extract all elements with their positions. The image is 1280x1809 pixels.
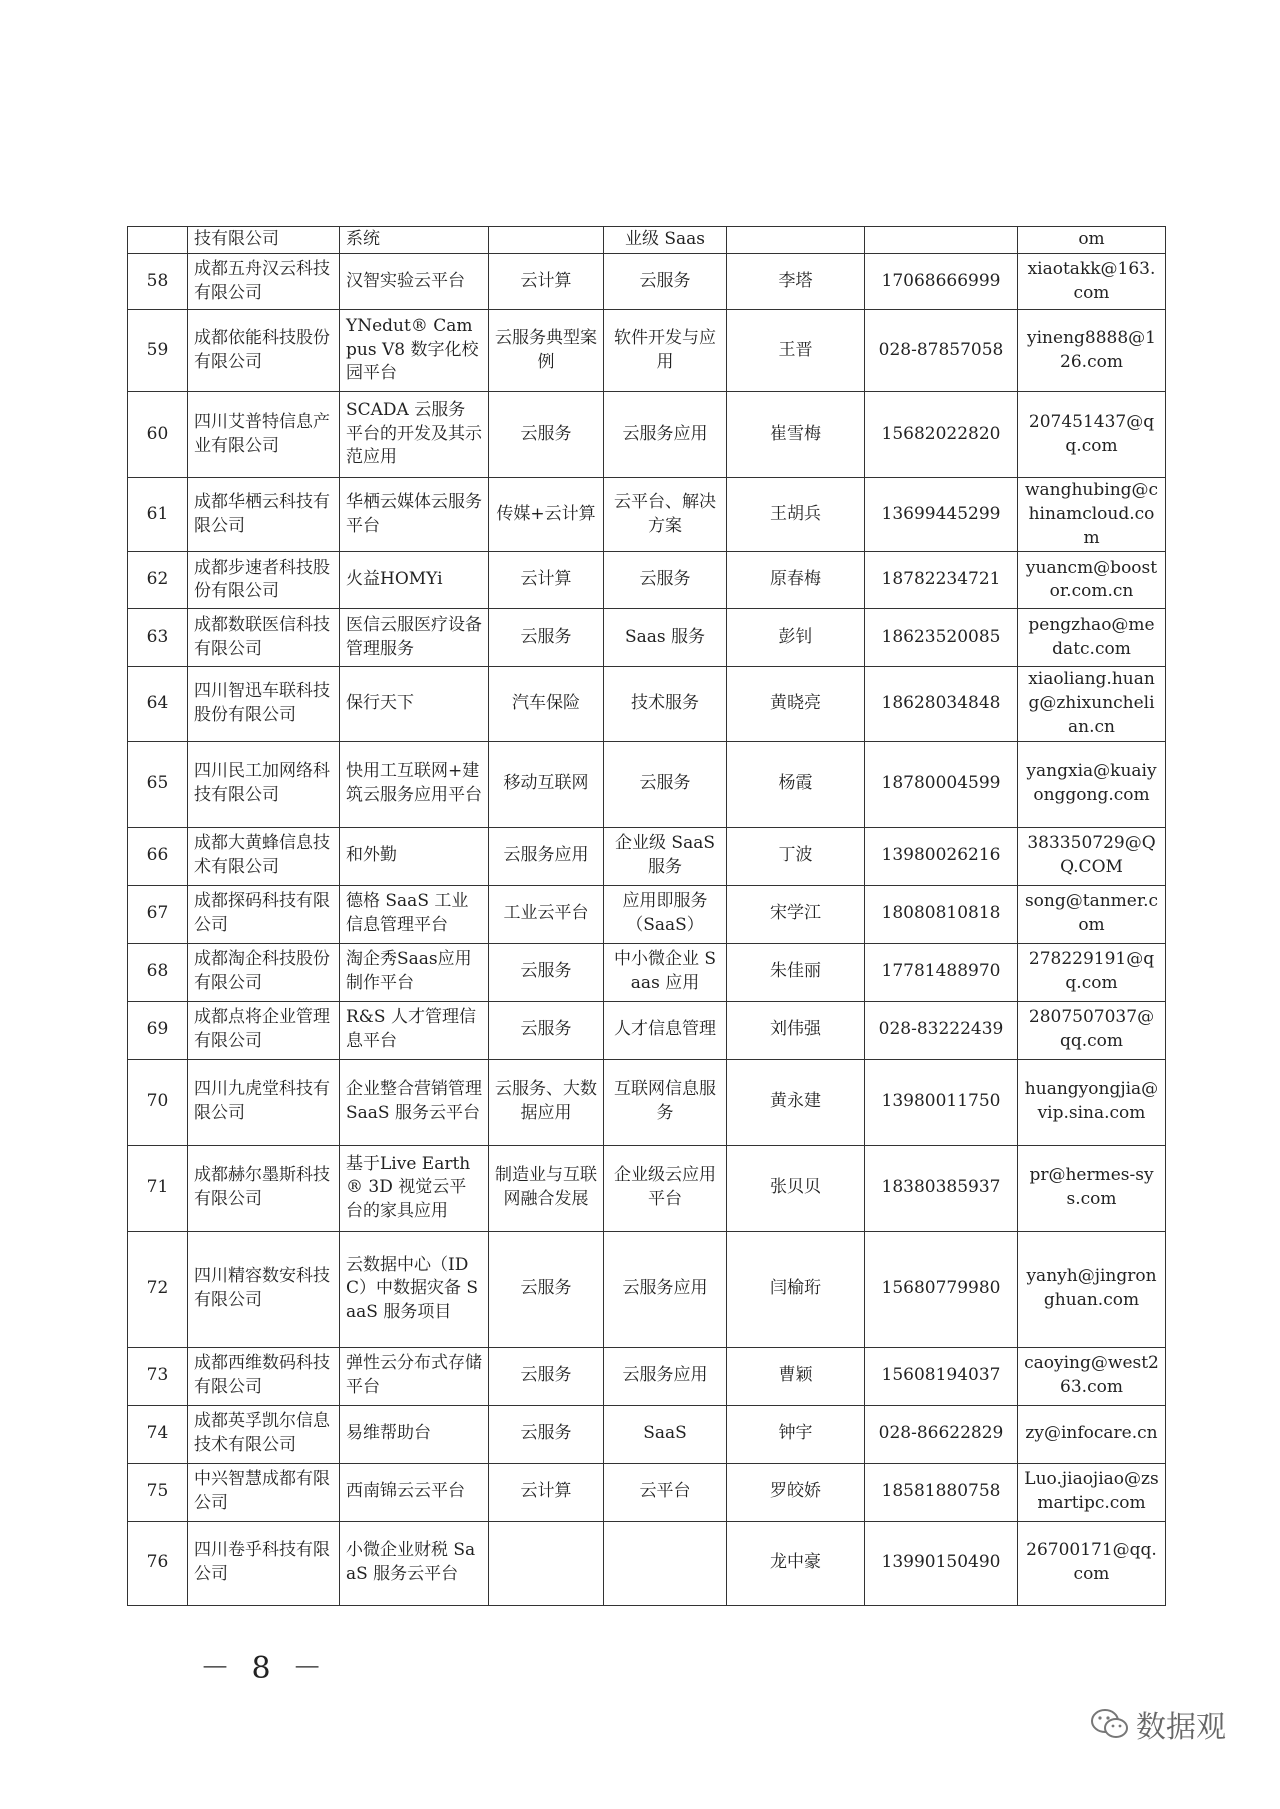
cell-email: 207451437@qq.com xyxy=(1018,392,1166,478)
cell-category: 技术服务 xyxy=(604,667,727,741)
cell-phone xyxy=(865,227,1018,254)
cell-num: 73 xyxy=(128,1347,188,1405)
cell-contact: 杨霞 xyxy=(727,741,865,827)
cell-type: 云服务、大数据应用 xyxy=(489,1059,604,1145)
cell-product: 快用工互联网+建筑云服务应用平台 xyxy=(340,741,489,827)
table-row xyxy=(128,1001,1166,1059)
cell-category: 云平台、解决方案 xyxy=(604,478,727,552)
cell-type: 云服务 xyxy=(489,1405,604,1463)
cell-email: om xyxy=(1018,227,1166,254)
cell-email: song@tanmer.com xyxy=(1018,885,1166,943)
table-row xyxy=(128,1347,1166,1405)
table-row-continuation xyxy=(128,227,1166,254)
cell-company: 四川艾普特信息产业有限公司 xyxy=(188,392,340,478)
table-row xyxy=(128,827,1166,885)
cell-phone: 15682022820 xyxy=(865,392,1018,478)
cell-num: 68 xyxy=(128,943,188,1001)
cell-contact: 朱佳丽 xyxy=(727,943,865,1001)
cell-type: 云服务应用 xyxy=(489,827,604,885)
cell-company: 成都依能科技股份有限公司 xyxy=(188,310,340,392)
cell-company: 成都数联医信科技有限公司 xyxy=(188,609,340,667)
cell-contact xyxy=(727,227,865,254)
cell-category: 云服务应用 xyxy=(604,392,727,478)
cell-email: zy@infocare.cn xyxy=(1018,1405,1166,1463)
cell-type xyxy=(489,227,604,254)
cell-phone: 18628034848 xyxy=(865,667,1018,741)
table-row xyxy=(128,392,1166,478)
cell-type: 传媒+云计算 xyxy=(489,478,604,552)
table-row xyxy=(128,552,1166,609)
cell-company: 成都点将企业管理有限公司 xyxy=(188,1001,340,1059)
cell-company: 技有限公司 xyxy=(188,227,340,254)
cell-phone: 18782234721 xyxy=(865,552,1018,609)
cell-phone: 028-86622829 xyxy=(865,1405,1018,1463)
cell-category: 业级 Saas xyxy=(604,227,727,254)
cell-email: pr@hermes-sys.com xyxy=(1018,1145,1166,1231)
cell-product: 和外勤 xyxy=(340,827,489,885)
cell-num xyxy=(128,227,188,254)
cell-num: 63 xyxy=(128,609,188,667)
cell-contact: 闫榆珩 xyxy=(727,1231,865,1347)
cell-product: 企业整合营销管理 SaaS 服务云平台 xyxy=(340,1059,489,1145)
cell-contact: 王胡兵 xyxy=(727,478,865,552)
cell-type: 汽车保险 xyxy=(489,667,604,741)
cell-num: 71 xyxy=(128,1145,188,1231)
table-row xyxy=(128,943,1166,1001)
table-row xyxy=(128,1463,1166,1521)
cell-type xyxy=(489,1521,604,1605)
watermark xyxy=(1090,1702,1226,1746)
cell-category: Saas 服务 xyxy=(604,609,727,667)
cell-product: 德格 SaaS 工业信息管理平台 xyxy=(340,885,489,943)
cell-email: 2807507037@qq.com xyxy=(1018,1001,1166,1059)
cell-email: caoying@west263.com xyxy=(1018,1347,1166,1405)
cell-email: 383350729@QQ.COM xyxy=(1018,827,1166,885)
cell-contact: 彭钊 xyxy=(727,609,865,667)
cell-phone: 15608194037 xyxy=(865,1347,1018,1405)
cell-product: 火益HOMYi xyxy=(340,552,489,609)
cell-product: R&S 人才管理信息平台 xyxy=(340,1001,489,1059)
cell-contact: 崔雪梅 xyxy=(727,392,865,478)
cell-type: 云服务 xyxy=(489,1231,604,1347)
table-row xyxy=(128,609,1166,667)
cell-company: 四川民工加网络科技有限公司 xyxy=(188,741,340,827)
cell-email: xiaoliang.huang@zhixunchelian.cn xyxy=(1018,667,1166,741)
cell-num: 65 xyxy=(128,741,188,827)
cell-email: wanghubing@chinamcloud.com xyxy=(1018,478,1166,552)
table-row xyxy=(128,1231,1166,1347)
cell-num: 58 xyxy=(128,254,188,310)
cell-product: YNedut® Campus V8 数字化校园平台 xyxy=(340,310,489,392)
cell-contact: 王晋 xyxy=(727,310,865,392)
cell-product: 西南锦云云平台 xyxy=(340,1463,489,1521)
cell-email: yangxia@kuaiyonggong.com xyxy=(1018,741,1166,827)
cell-email: 278229191@qq.com xyxy=(1018,943,1166,1001)
cell-type: 工业云平台 xyxy=(489,885,604,943)
table-row xyxy=(128,254,1166,310)
cell-email: yanyh@jingronghuan.com xyxy=(1018,1231,1166,1347)
cell-num: 59 xyxy=(128,310,188,392)
watermark-text: 数据观 xyxy=(1136,1710,1226,1745)
cell-type: 云计算 xyxy=(489,552,604,609)
cell-contact: 张贝贝 xyxy=(727,1145,865,1231)
cell-contact: 刘伟强 xyxy=(727,1001,865,1059)
cell-category: 应用即服务（SaaS） xyxy=(604,885,727,943)
cell-company: 四川九虎堂科技有限公司 xyxy=(188,1059,340,1145)
cell-type: 制造业与互联网融合发展 xyxy=(489,1145,604,1231)
cell-product: 易维帮助台 xyxy=(340,1405,489,1463)
cell-type: 云服务典型案例 xyxy=(489,310,604,392)
cell-company: 成都赫尔墨斯科技有限公司 xyxy=(188,1145,340,1231)
table-row xyxy=(128,885,1166,943)
table-row xyxy=(128,478,1166,552)
cell-category: 云平台 xyxy=(604,1463,727,1521)
table-row xyxy=(128,1059,1166,1145)
cell-num: 62 xyxy=(128,552,188,609)
cell-product: 汉智实验云平台 xyxy=(340,254,489,310)
cell-phone: 028-87857058 xyxy=(865,310,1018,392)
cell-email: yineng8888@126.com xyxy=(1018,310,1166,392)
cell-product: 系统 xyxy=(340,227,489,254)
cell-type: 云服务 xyxy=(489,609,604,667)
cell-num: 72 xyxy=(128,1231,188,1347)
cell-contact: 钟宇 xyxy=(727,1405,865,1463)
cell-company: 成都英孚凯尔信息技术有限公司 xyxy=(188,1405,340,1463)
cell-company: 四川精容数安科技有限公司 xyxy=(188,1231,340,1347)
cell-num: 69 xyxy=(128,1001,188,1059)
cell-category: 人才信息管理 xyxy=(604,1001,727,1059)
cell-company: 成都华栖云科技有限公司 xyxy=(188,478,340,552)
cell-num: 76 xyxy=(128,1521,188,1605)
cell-category: 云服务 xyxy=(604,552,727,609)
cell-num: 60 xyxy=(128,392,188,478)
wechat-icon xyxy=(1090,1708,1130,1740)
cell-category: 互联网信息服务 xyxy=(604,1059,727,1145)
cell-product: 医信云服医疗设备管理服务 xyxy=(340,609,489,667)
cell-phone: 13990150490 xyxy=(865,1521,1018,1605)
cell-phone: 17781488970 xyxy=(865,943,1018,1001)
cell-type: 云服务 xyxy=(489,1001,604,1059)
cell-email: pengzhao@medatc.com xyxy=(1018,609,1166,667)
cell-num: 67 xyxy=(128,885,188,943)
table-row xyxy=(128,741,1166,827)
cell-contact: 龙中豪 xyxy=(727,1521,865,1605)
cell-type: 云计算 xyxy=(489,1463,604,1521)
cell-phone: 18080810818 xyxy=(865,885,1018,943)
cell-type: 云服务 xyxy=(489,392,604,478)
cell-product: SCADA 云服务平台的开发及其示范应用 xyxy=(340,392,489,478)
cell-email: 26700171@qq.com xyxy=(1018,1521,1166,1605)
cell-phone: 15680779980 xyxy=(865,1231,1018,1347)
cell-contact: 宋学江 xyxy=(727,885,865,943)
cell-product: 云数据中心（IDC）中数据灾备 SaaS 服务项目 xyxy=(340,1231,489,1347)
cell-type: 移动互联网 xyxy=(489,741,604,827)
cell-category: 云服务应用 xyxy=(604,1231,727,1347)
table-row xyxy=(128,667,1166,741)
cell-company: 四川卷乎科技有限公司 xyxy=(188,1521,340,1605)
cell-phone: 17068666999 xyxy=(865,254,1018,310)
cell-category: 企业级 SaaS 服务 xyxy=(604,827,727,885)
cell-company: 成都大黄蜂信息技术有限公司 xyxy=(188,827,340,885)
cell-num: 70 xyxy=(128,1059,188,1145)
cell-product: 华栖云媒体云服务平台 xyxy=(340,478,489,552)
cell-category: 云服务 xyxy=(604,741,727,827)
cell-type: 云服务 xyxy=(489,943,604,1001)
cell-phone: 13699445299 xyxy=(865,478,1018,552)
cell-contact: 黄晓亮 xyxy=(727,667,865,741)
cell-type: 云计算 xyxy=(489,254,604,310)
cell-category: SaaS xyxy=(604,1405,727,1463)
cell-product: 弹性云分布式存储平台 xyxy=(340,1347,489,1405)
cell-company: 成都步速者科技股份有限公司 xyxy=(188,552,340,609)
table-row xyxy=(128,1405,1166,1463)
cell-category: 云服务应用 xyxy=(604,1347,727,1405)
data-table xyxy=(127,226,1166,1606)
cell-category: 中小微企业 Saas 应用 xyxy=(604,943,727,1001)
cell-contact: 丁波 xyxy=(727,827,865,885)
cell-num: 66 xyxy=(128,827,188,885)
cell-product: 淘企秀Saas应用制作平台 xyxy=(340,943,489,1001)
cell-company: 成都五舟汉云科技有限公司 xyxy=(188,254,340,310)
cell-contact: 李塔 xyxy=(727,254,865,310)
cell-company: 成都西维数码科技有限公司 xyxy=(188,1347,340,1405)
cell-company: 四川智迅车联科技股份有限公司 xyxy=(188,667,340,741)
cell-email: huangyongjia@vip.sina.com xyxy=(1018,1059,1166,1145)
cell-phone: 18780004599 xyxy=(865,741,1018,827)
cell-email: Luo.jiaojiao@zsmartipc.com xyxy=(1018,1463,1166,1521)
cell-num: 75 xyxy=(128,1463,188,1521)
cell-contact: 曹颖 xyxy=(727,1347,865,1405)
table-row xyxy=(128,310,1166,392)
table-row xyxy=(128,1145,1166,1231)
cell-category: 企业级云应用平台 xyxy=(604,1145,727,1231)
cell-phone: 13980026216 xyxy=(865,827,1018,885)
cell-phone: 18581880758 xyxy=(865,1463,1018,1521)
table-body xyxy=(128,227,1166,1606)
cell-company: 成都淘企科技股份有限公司 xyxy=(188,943,340,1001)
cell-category: 软件开发与应用 xyxy=(604,310,727,392)
cell-phone: 13980011750 xyxy=(865,1059,1018,1145)
cell-phone: 18380385937 xyxy=(865,1145,1018,1231)
cell-company: 成都探码科技有限公司 xyxy=(188,885,340,943)
cell-product: 小微企业财税 SaaS 服务云平台 xyxy=(340,1521,489,1605)
cell-num: 61 xyxy=(128,478,188,552)
cell-num: 74 xyxy=(128,1405,188,1463)
cell-product: 基于Live Earth® 3D 视觉云平台的家具应用 xyxy=(340,1145,489,1231)
cell-category: 云服务 xyxy=(604,254,727,310)
cell-email: yuancm@boostor.com.cn xyxy=(1018,552,1166,609)
page-number: － 8 － xyxy=(200,1651,329,1686)
cell-num: 64 xyxy=(128,667,188,741)
cell-contact: 黄永建 xyxy=(727,1059,865,1145)
cell-phone: 028-83222439 xyxy=(865,1001,1018,1059)
cell-contact: 原春梅 xyxy=(727,552,865,609)
cell-contact: 罗皎娇 xyxy=(727,1463,865,1521)
cell-type: 云服务 xyxy=(489,1347,604,1405)
cell-phone: 18623520085 xyxy=(865,609,1018,667)
cell-product: 保行天下 xyxy=(340,667,489,741)
cell-category xyxy=(604,1521,727,1605)
table-row xyxy=(128,1521,1166,1605)
cell-company: 中兴智慧成都有限公司 xyxy=(188,1463,340,1521)
cell-email: xiaotakk@163.com xyxy=(1018,254,1166,310)
